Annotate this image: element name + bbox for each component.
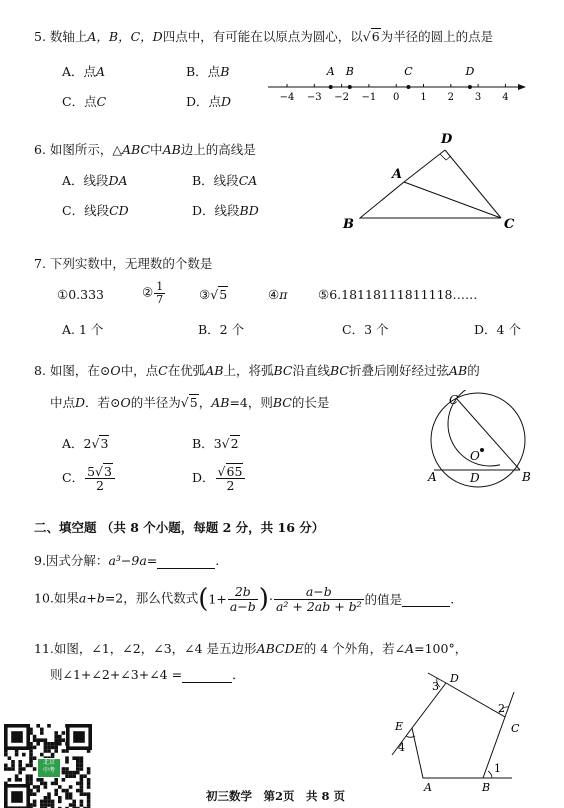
q7-option-c[interactable]: C．3 个 [342, 322, 389, 337]
q11-label-b: B [482, 781, 491, 794]
q7-item-3: ③√5 [199, 287, 228, 302]
q8-label-a: A [428, 470, 437, 484]
q8-label-d: D [470, 471, 480, 485]
q8-label-b: B [522, 470, 531, 484]
qr-code[interactable] [0, 722, 98, 808]
q8-option-d[interactable]: D． $\frac{√65}{2}$ [192, 465, 246, 492]
number-line-tick-label: 4 [502, 92, 509, 103]
number-line-tick-label: −3 [306, 92, 322, 103]
q8-stem-line2: 中点D．若⊙O的半径为√5，AB=4，则BC的长是 [50, 395, 330, 410]
q5-option-b[interactable]: B．点B [186, 64, 230, 79]
page-footer: 初三数学 第2页 共 8 页 [206, 789, 346, 803]
q8-option-a[interactable]: A．2√3 [62, 436, 109, 451]
q7-option-a[interactable]: A. 1 个 [62, 322, 104, 337]
q6-label-c: C [504, 217, 515, 232]
q11-pentagon [412, 683, 505, 778]
q11-stem-line1: 11.如图，∠1，∠2，∠3，∠4 是五边形ABCDE的 4 个外角，若∠A=100°， [34, 641, 468, 656]
q6-stem: 6. 如图所示，△ABC中AB边上的高线是 [34, 142, 256, 157]
number-line-tick-label: −4 [279, 92, 295, 103]
number-line-tick-label: 0 [393, 92, 400, 103]
q11-stem-line2: 则∠1+∠2+∠3+∠4 = ． [50, 667, 245, 682]
q9-stem: 9.因式分解：a³−9a= . [34, 553, 220, 568]
section2-title: 二、填空题 （共 8 个小题，每题 2 分，共 16 分） [34, 520, 325, 535]
number-line-point-label: C [404, 65, 413, 78]
q10-stem: 10.如果a+b=2，那么代数式(1+ $\frac{2b}{a-b}$ )· $\frac{a-b}{\text{a² + 2ab + b²}}$ 的值是 . [34, 584, 455, 614]
number-line-tick-label: −2 [334, 92, 349, 103]
q11-label-c: C [511, 722, 520, 735]
q11-label-4: 4 [398, 741, 405, 754]
qr-logo: 北京 中考 [37, 758, 61, 778]
q5-stem: 5. 数轴上A，B，C，D四点中，有可能在以原点为圆心，以√6为半径的圆上的点是 [34, 29, 494, 44]
q5-option-a[interactable]: A．点A [62, 64, 106, 79]
number-line-point-label: A [326, 65, 335, 78]
q8-option-c[interactable]: C． $\frac{5√3}{2}$ [62, 465, 116, 492]
q5-stem-pre: 5. 数轴上 [34, 29, 88, 44]
q6-option-d[interactable]: D．线段BD [192, 203, 259, 218]
q6-label-a: A [392, 167, 403, 182]
q5-option-c[interactable]: C．点C [62, 94, 107, 109]
number-line-tick-label: 1 [420, 92, 427, 103]
q6-label-b: B [343, 217, 354, 232]
q11-label-d: D [450, 672, 459, 685]
number-line-tick-label: 3 [474, 92, 482, 103]
number-line-tick-label: −1 [361, 92, 377, 103]
number-line-point-label: B [345, 65, 354, 78]
q5-radicand: 6 [371, 29, 380, 44]
number-line-tick-label: 2 [447, 92, 454, 103]
q11-label-1: 1 [494, 762, 501, 775]
q6-option-b[interactable]: B．线段CA [192, 173, 258, 188]
q6-label-d: D [441, 132, 453, 147]
q8-option-b[interactable]: B．3√2 [192, 436, 239, 451]
q8-label-c: C [449, 393, 459, 407]
q5-stem-post: 为半径的圆上的点是 [380, 29, 494, 44]
q11-label-e: E [395, 720, 404, 733]
q7-item-4: ④π [268, 287, 288, 302]
q8-label-o: O [470, 449, 480, 463]
number-line-point-label: D [465, 65, 475, 78]
q7-item-1: ①0.333 [57, 287, 104, 302]
q7-stem: 7. 下列实数中，无理数的个数是 [34, 256, 213, 271]
q7-item-2: ② $\frac{1}{7}$ [142, 280, 164, 306]
q5-stem-mid: 四点中，有可能在以原点为圆心，以 [162, 29, 363, 44]
q8-stem-line1: 8. 如图，在⊙O中，点C在优弧AB上，将弧BC沿直线BC折叠后刚好经过弦AB的 [34, 363, 480, 378]
q7-option-b[interactable]: B．2 个 [198, 322, 245, 337]
q6-option-a[interactable]: A．线段DA [62, 173, 128, 188]
q11-label-2: 2 [498, 702, 505, 715]
q5-points: A，B，C，D [87, 29, 163, 44]
q11-ext-2 [505, 692, 514, 717]
q7-item-5: ⑤6.18118111811118…… [318, 287, 478, 302]
q11-label-a: A [424, 781, 432, 794]
q6-option-c[interactable]: C．线段CD [62, 203, 129, 218]
q5-option-d[interactable]: D．点D [186, 94, 232, 109]
q11-label-3: 3 [432, 680, 439, 693]
q7-option-d[interactable]: D．4 个 [474, 322, 521, 337]
